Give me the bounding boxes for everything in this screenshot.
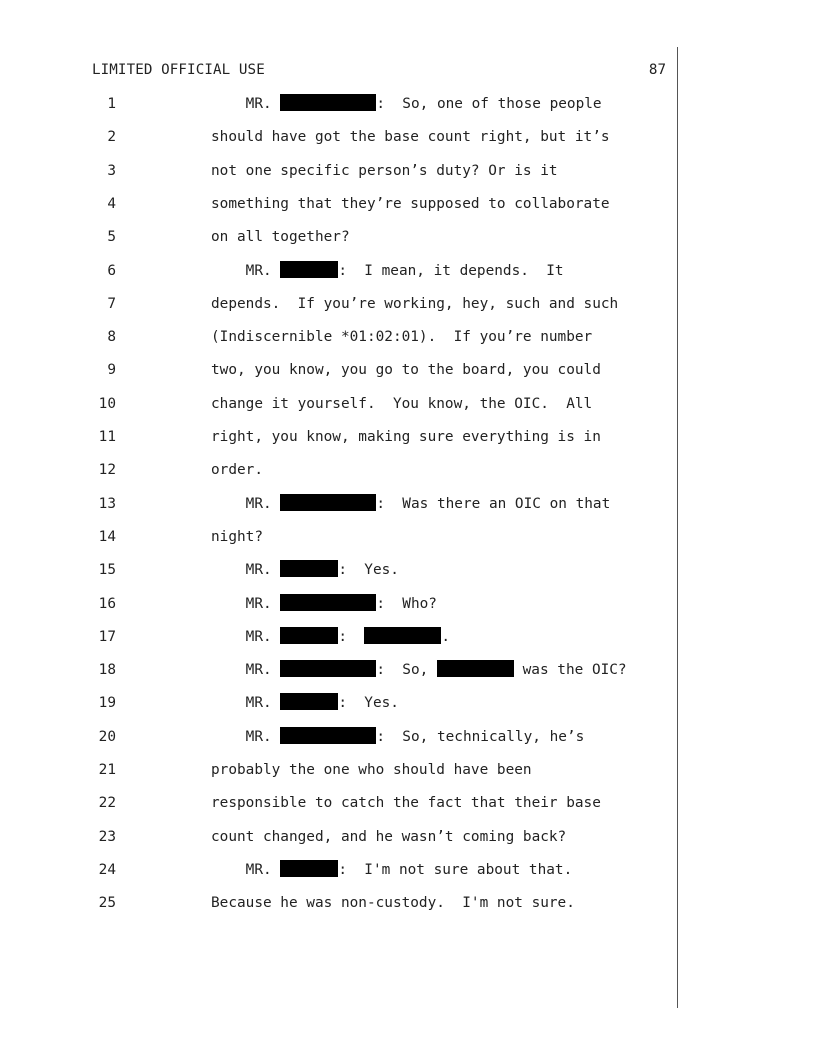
line-number: 7: [107, 295, 116, 312]
line-number: 17: [98, 628, 116, 645]
redaction-box: [280, 627, 338, 644]
line-text-segment: : I mean, it depends. It: [338, 262, 564, 279]
line-text: [211, 594, 437, 614]
line-number: 4: [107, 195, 116, 212]
line-text-segment: MR.: [211, 262, 281, 279]
line-number: 2: [107, 129, 116, 146]
line-number: 12: [98, 462, 116, 479]
line-text-segment: MR.: [211, 861, 281, 878]
line-number: 10: [98, 395, 116, 412]
line-text: [211, 394, 592, 414]
line-text: [211, 627, 450, 647]
redaction-box: [280, 560, 338, 577]
line-text-segment: : Yes.: [338, 562, 399, 579]
line-text: [211, 460, 263, 480]
line-text-segment: change it yourself. You know, the OIC. All: [211, 395, 593, 412]
line-text: [211, 727, 584, 747]
right-margin-rule: [677, 47, 678, 1008]
line-text-segment: : Yes.: [338, 695, 399, 712]
line-number: 21: [98, 762, 116, 778]
line-text: [211, 427, 601, 447]
line-text-segment: (Indiscernible *01:02:01). If you’re number: [211, 329, 593, 346]
line-text-segment: should have got the base count right, but it’s: [211, 129, 610, 146]
redaction-box: [280, 693, 338, 710]
line-text-segment: MR.: [211, 96, 281, 112]
redaction-box: [280, 494, 376, 511]
line-text-segment: probably the one who should have been: [211, 762, 532, 778]
line-text: [211, 827, 566, 847]
line-number: 6: [107, 262, 116, 279]
line-text-segment: : So, one of those people: [376, 96, 602, 112]
line-text-segment: night?: [211, 528, 263, 545]
line-number: 23: [98, 828, 116, 845]
line-text: [211, 327, 592, 347]
line-number: 11: [98, 429, 116, 445]
line-text: [211, 560, 399, 580]
line-text: [211, 227, 350, 247]
line-text: [211, 360, 601, 380]
line-text: [211, 860, 572, 880]
line-text-segment: was the OIC?: [513, 662, 627, 679]
line-text-segment: on all together?: [211, 229, 350, 246]
line-text-segment: Because he was non-custody. I'm not sure.: [211, 895, 575, 912]
line-number: 25: [98, 895, 116, 912]
redaction-box: [280, 594, 376, 611]
line-text-segment: MR.: [211, 728, 281, 745]
page-header-title: LIMITED OFFICIAL USE: [92, 62, 265, 78]
line-text-segment: depends. If you’re working, hey, such and such: [211, 295, 619, 312]
line-text: [211, 194, 610, 214]
line-text: [211, 893, 575, 913]
line-text: [211, 94, 602, 114]
line-text-segment: MR.: [211, 628, 281, 645]
line-text-segment: two, you know, you go to the board, you could: [211, 362, 601, 379]
redaction-box: [280, 727, 376, 744]
line-text-segment: not one specific person’s duty? Or is it: [211, 162, 558, 179]
line-text-segment: right, you know, making sure everything is in: [211, 429, 601, 445]
redaction-box: [364, 627, 441, 644]
line-number: 13: [98, 495, 116, 512]
line-number: 1: [107, 96, 116, 112]
line-number: 8: [107, 329, 116, 346]
line-text-segment: MR.: [211, 595, 281, 612]
line-text-segment: MR.: [211, 662, 281, 679]
redaction-box: [280, 94, 376, 111]
line-text-segment: MR.: [211, 695, 281, 712]
line-number: 9: [107, 362, 116, 379]
line-text: [211, 161, 558, 181]
line-number: 3: [107, 162, 116, 179]
line-text: [211, 760, 532, 780]
line-text: [211, 494, 610, 514]
line-text-segment: something that they’re supposed to collaborate: [211, 195, 610, 212]
line-number: 22: [98, 795, 116, 812]
line-number: 14: [98, 528, 116, 545]
line-text: [211, 294, 618, 314]
line-number: 19: [98, 695, 116, 712]
line-text-segment: :: [338, 628, 365, 645]
line-text-segment: count changed, and he wasn’t coming back?: [211, 828, 567, 845]
line-text-segment: MR.: [211, 562, 281, 579]
line-text-segment: .: [441, 628, 450, 645]
redaction-box: [437, 660, 514, 677]
line-text: [211, 127, 610, 147]
line-text-segment: : So,: [376, 662, 437, 679]
redaction-box: [280, 660, 376, 677]
line-number: 18: [98, 662, 116, 679]
line-number: 5: [107, 229, 116, 246]
line-number: 16: [98, 595, 116, 612]
line-text-segment: responsible to catch the fact that their base: [211, 795, 601, 812]
line-text-segment: : Who?: [376, 595, 437, 612]
line-number: 20: [98, 728, 116, 745]
line-text: [211, 527, 263, 547]
line-text-segment: order.: [211, 462, 263, 479]
line-text-segment: : So, technically, he’s: [376, 728, 585, 745]
line-text-segment: : Was there an OIC on that: [376, 495, 611, 512]
line-text-segment: MR.: [211, 495, 281, 512]
redaction-box: [280, 261, 338, 278]
line-text: [211, 793, 601, 813]
line-text-segment: : I'm not sure about that.: [338, 861, 573, 878]
line-text: [211, 693, 399, 713]
line-text: [211, 660, 627, 680]
line-number: 24: [98, 861, 116, 878]
redaction-box: [280, 860, 338, 877]
line-number: 15: [98, 562, 116, 579]
page-number: 87: [648, 62, 666, 78]
line-text: [211, 261, 564, 281]
